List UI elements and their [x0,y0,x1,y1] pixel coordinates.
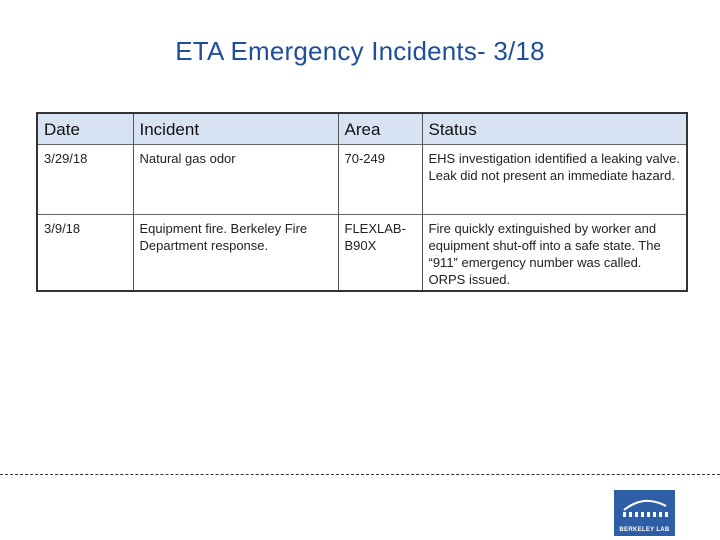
header-date: Date [37,113,133,145]
cell-status: EHS investigation identified a leaking valve. Leak did not present an immediate hazard. [428,151,680,183]
cell-area: FLEXLAB-B90X [338,215,422,292]
table-row [37,215,687,292]
table-row [37,145,687,215]
cell-incident: Equipment fire. Berkeley Fire Department response. [133,215,338,292]
header-status: Status [422,113,687,145]
berkeley-lab-logo [614,490,675,536]
cell-status: Fire quickly extinguished by worker and equipment shut-off into a safe state. The “911” emergency number was called. ORPS issued. [428,221,661,287]
logo-text: BERKELEY LAB [619,527,670,533]
page-title: ETA Emergency Incidents- 3/18 [175,36,545,66]
header-incident: Incident [133,113,338,145]
incidents-table [36,112,688,292]
cell-date: 3/29/18 [37,145,133,215]
table-header-row [37,113,687,145]
cell-area: 70-249 [338,145,422,215]
incidents-table-container [36,112,686,292]
cell-incident: Natural gas odor [133,145,338,215]
footer-divider [0,474,720,475]
header-area: Area [338,113,422,145]
cell-date: 3/9/18 [37,215,133,292]
